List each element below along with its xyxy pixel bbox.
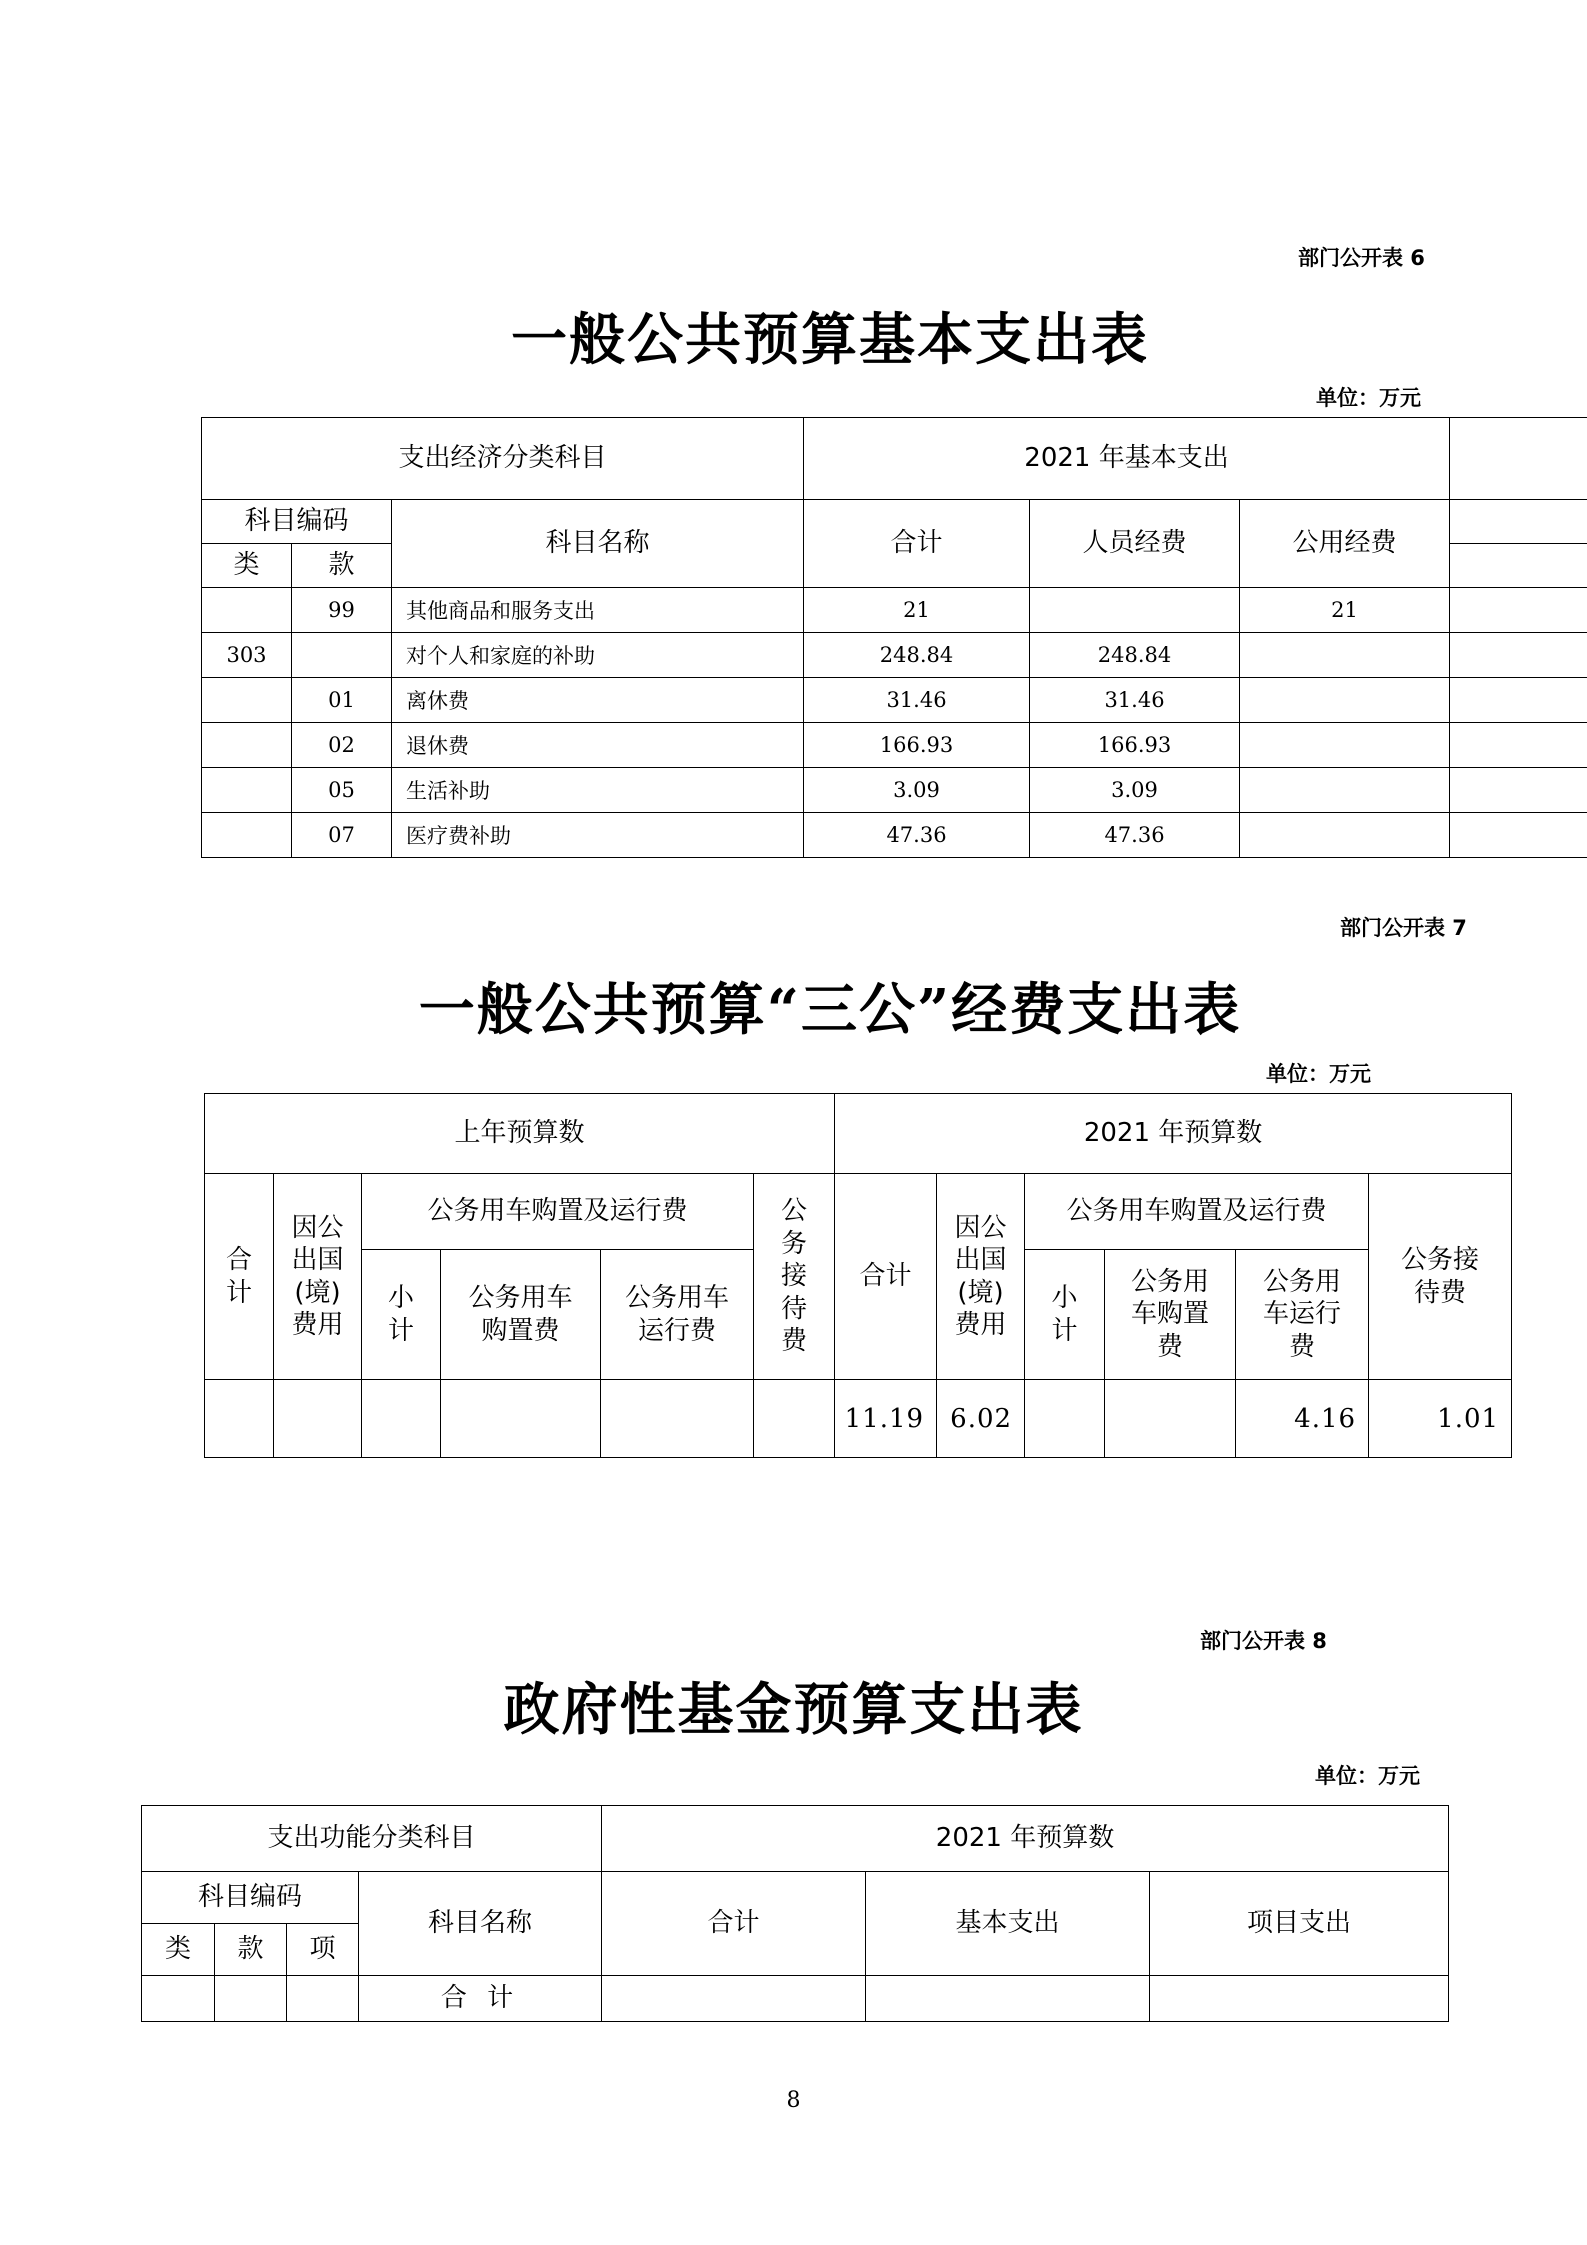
table7 xyxy=(204,1093,1512,1458)
cell-name: 医疗费补助 xyxy=(392,813,804,858)
table7-prev-car-run: 公务用车 运行费 xyxy=(601,1250,754,1380)
table6-col-total: 合计 xyxy=(804,500,1030,588)
table8-unit: 单位：万元 xyxy=(1315,1764,1420,1788)
table-row xyxy=(202,723,1587,768)
table-row xyxy=(202,813,1587,858)
cell-prev-total xyxy=(205,1380,274,1458)
cell-personnel: 166.93 xyxy=(1030,723,1240,768)
table6-extra-cell xyxy=(1450,418,1587,500)
cell-lei: 303 xyxy=(202,633,292,678)
cell-total: 21 xyxy=(804,588,1030,633)
cell-cur-total: 11.19 xyxy=(835,1380,937,1458)
cell-xiang xyxy=(287,1976,359,2022)
table6-unit: 单位：万元 xyxy=(1316,386,1421,410)
table6-group-left: 支出经济分类科目 xyxy=(202,418,804,500)
cell-public xyxy=(1240,723,1450,768)
cell-public xyxy=(1240,678,1450,723)
cell-kuan xyxy=(215,1976,287,2022)
cell-prev-subtotal xyxy=(362,1380,441,1458)
table-row xyxy=(142,1976,1449,2022)
cell-lei xyxy=(202,813,292,858)
cell-extra xyxy=(1450,723,1587,768)
cell-public xyxy=(1240,813,1450,858)
table7-cur-car-purchase: 公务用 车购置 费 xyxy=(1105,1250,1236,1380)
cell-cur-car-purchase xyxy=(1105,1380,1236,1458)
cell-public: 21 xyxy=(1240,588,1450,633)
table7-cur-car-run: 公务用 车运行 费 xyxy=(1236,1250,1369,1380)
table7-prev-abroad: 因公 出国 (境) 费用 xyxy=(274,1174,362,1380)
cell-cur-car-run: 4.16 xyxy=(1236,1380,1369,1458)
cell-kuan: 07 xyxy=(292,813,392,858)
cell-extra xyxy=(1450,678,1587,723)
cell-extra xyxy=(1450,768,1587,813)
cell-total: 248.84 xyxy=(804,633,1030,678)
table8-title: 政府性基金预算支出表 xyxy=(503,1677,1084,1743)
cell-lei xyxy=(202,768,292,813)
cell-name: 其他商品和服务支出 xyxy=(392,588,804,633)
cell-basic xyxy=(866,1976,1150,2022)
table8-col-name: 科目名称 xyxy=(359,1872,602,1976)
table6-extra-cell xyxy=(1450,500,1587,544)
table7-cur-car-group: 公务用车购置及运行费 xyxy=(1025,1174,1369,1250)
cell-lei xyxy=(202,678,292,723)
table8-col-project: 项目支出 xyxy=(1150,1872,1449,1976)
cell-total: 31.46 xyxy=(804,678,1030,723)
table-row xyxy=(202,678,1587,723)
cell-lei xyxy=(142,1976,215,2022)
table6-group-right: 2021 年基本支出 xyxy=(804,418,1450,500)
table7-tag: 部门公开表 7 xyxy=(1340,916,1467,940)
table-row xyxy=(205,1380,1512,1458)
cell-project xyxy=(1150,1976,1449,2022)
table8-col-xiang: 项 xyxy=(287,1924,359,1976)
table7-cur-abroad: 因公 出国 (境) 费用 xyxy=(937,1174,1025,1380)
cell-extra xyxy=(1450,633,1587,678)
table7-prev-car-group: 公务用车购置及运行费 xyxy=(362,1174,754,1250)
table6-col-personnel: 人员经费 xyxy=(1030,500,1240,588)
table7-cur-total: 合计 xyxy=(835,1174,937,1380)
cell-total: 3.09 xyxy=(804,768,1030,813)
cell-name: 退休费 xyxy=(392,723,804,768)
table8 xyxy=(141,1805,1449,2022)
cell-extra xyxy=(1450,588,1587,633)
cell-public xyxy=(1240,633,1450,678)
cell-total xyxy=(602,1976,866,2022)
table8-tag: 部门公开表 8 xyxy=(1200,1629,1327,1653)
table7-cur-reception: 公务接 待费 xyxy=(1369,1174,1512,1380)
cell-extra xyxy=(1450,813,1587,858)
table-row xyxy=(202,588,1587,633)
cell-name: 对个人和家庭的补助 xyxy=(392,633,804,678)
cell-kuan: 05 xyxy=(292,768,392,813)
table7-title: 一般公共预算“三公”经费支出表 xyxy=(418,977,1242,1043)
table6-code-group: 科目编码 xyxy=(202,500,392,544)
cell-prev-reception xyxy=(754,1380,835,1458)
cell-personnel: 31.46 xyxy=(1030,678,1240,723)
cell-total: 166.93 xyxy=(804,723,1030,768)
table6-title: 一般公共预算基本支出表 xyxy=(511,307,1149,373)
cell-personnel: 248.84 xyxy=(1030,633,1240,678)
table8-col-lei: 类 xyxy=(142,1924,215,1976)
cell-personnel xyxy=(1030,588,1240,633)
table6-col-public: 公用经费 xyxy=(1240,500,1450,588)
cell-kuan: 01 xyxy=(292,678,392,723)
table6-col-name: 科目名称 xyxy=(392,500,804,588)
table6-col-lei: 类 xyxy=(202,544,292,588)
table8-col-basic: 基本支出 xyxy=(866,1872,1150,1976)
cell-cur-subtotal xyxy=(1025,1380,1105,1458)
cell-lei xyxy=(202,723,292,768)
cell-kuan xyxy=(292,633,392,678)
table8-group-right: 2021 年预算数 xyxy=(602,1806,1449,1872)
cell-name: 生活补助 xyxy=(392,768,804,813)
table6 xyxy=(201,417,1587,858)
cell-personnel: 3.09 xyxy=(1030,768,1240,813)
cell-cur-reception: 1.01 xyxy=(1369,1380,1512,1458)
cell-prev-abroad xyxy=(274,1380,362,1458)
cell-name: 离休费 xyxy=(392,678,804,723)
table8-code-group: 科目编码 xyxy=(142,1872,359,1924)
table-row xyxy=(202,633,1587,678)
cell-prev-car-purchase xyxy=(441,1380,601,1458)
table7-prev-total: 合 计 xyxy=(205,1174,274,1380)
table8-col-kuan: 款 xyxy=(215,1924,287,1976)
table8-total-row-label: 合 计 xyxy=(359,1976,602,2022)
table6-extra-cell xyxy=(1450,544,1587,588)
table7-prev-car-purchase: 公务用车 购置费 xyxy=(441,1250,601,1380)
table7-unit: 单位：万元 xyxy=(1266,1062,1371,1086)
table7-prev-subtotal: 小 计 xyxy=(362,1250,441,1380)
table8-group-left: 支出功能分类科目 xyxy=(142,1806,602,1872)
cell-kuan: 02 xyxy=(292,723,392,768)
table7-this-year: 2021 年预算数 xyxy=(835,1094,1512,1174)
cell-kuan: 99 xyxy=(292,588,392,633)
page-number: 8 xyxy=(786,2088,801,2113)
table7-prev-year: 上年预算数 xyxy=(205,1094,835,1174)
table6-tag: 部门公开表 6 xyxy=(1298,246,1425,270)
cell-prev-car-run xyxy=(601,1380,754,1458)
cell-total: 47.36 xyxy=(804,813,1030,858)
table6-col-kuan: 款 xyxy=(292,544,392,588)
cell-cur-abroad: 6.02 xyxy=(937,1380,1025,1458)
table7-prev-reception: 公 务 接 待 费 xyxy=(754,1174,835,1380)
table8-col-total: 合计 xyxy=(602,1872,866,1976)
table7-cur-subtotal: 小 计 xyxy=(1025,1250,1105,1380)
cell-public xyxy=(1240,768,1450,813)
cell-lei xyxy=(202,588,292,633)
table-row xyxy=(202,768,1587,813)
cell-personnel: 47.36 xyxy=(1030,813,1240,858)
